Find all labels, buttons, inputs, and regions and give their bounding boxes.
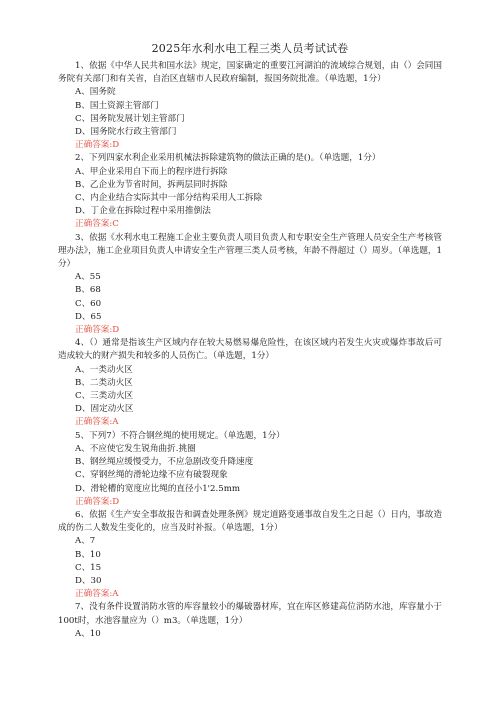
page-title: 2025年水利水电工程三类人员考试试卷	[151, 42, 349, 55]
answer-option: A、甲企业采用自下而上的程序进行拆除	[75, 166, 228, 177]
correct-answer: 正确答案:D	[75, 325, 120, 336]
option-list	[58, 443, 442, 496]
answer-option: C、穿钢丝绳的滑轮边缘不应有破裂现象	[75, 470, 228, 481]
answer-option: A、国务院	[75, 87, 116, 98]
question-item	[58, 601, 442, 641]
correct-answer: 正确答案:C	[75, 219, 119, 230]
question-stem: 2、下列四家水利企业采用机械法拆除建筑物的做法正确的是()。（单选题，1分）	[75, 153, 381, 164]
answer-option: D、国务院水行政主管部门	[75, 127, 177, 138]
answer-option: C、15	[75, 562, 102, 573]
question-item	[58, 430, 442, 509]
question-item	[58, 60, 442, 152]
question-stem: 4、（）通常是指该生产区域内存在较大易燃易爆危险性，在该区域内若发生火灾或爆炸事故后可造成较大的财产损失和较多的人员伤亡。（单选题，1分）	[58, 338, 442, 362]
question-item	[58, 152, 442, 231]
answer-option: A、不应使它发生锐角曲折.挑圈	[75, 443, 196, 454]
answer-option: C、三类动火区	[75, 391, 134, 402]
question-item	[58, 232, 442, 338]
answer-option: B、二类动火区	[75, 377, 133, 388]
answer-option: C、内企业结合实际其中一部分结构采用人工拆除	[75, 193, 263, 204]
question-stem: 5、下列7）不符合钢丝绳的使用规定。（单选题，1分）	[75, 430, 285, 441]
answer-option: D、固定动火区	[75, 404, 134, 415]
answer-option: C、国务院发展计划主管部门	[75, 113, 185, 124]
answer-option: B、钢丝绳应缓慢受力，不应急剧改变升降速度	[75, 457, 254, 468]
question-item	[58, 337, 442, 429]
question-stem: 3、依据《水利水电工程施工企业主要负责人项目负责人和专职安全生产管理人员安全生产考核管理办法》，施工企业项目负责人申请安全生产管理三类人员考核，年龄不得超过（）周岁。（单选题，1分）	[58, 232, 442, 270]
question-stem: 6、依据《生产安全事故报告和调查处理条例》规定道路变通事故自发生之日起（）日内，事故造成的伤二人数发生变化的，应当及时补报。（单选题，1分）	[58, 509, 442, 534]
answer-option: A、7	[75, 536, 96, 547]
answer-option: D、丁企业在拆除过程中采用推倒法	[75, 206, 211, 217]
option-list	[58, 628, 442, 641]
answer-option: B、乙企业为节省时间，拆两层同时拆除	[75, 179, 228, 190]
correct-answer: 正确答案:A	[75, 589, 119, 600]
option-list	[58, 166, 442, 219]
question-list	[58, 60, 442, 641]
answer-option: D、30	[75, 575, 102, 586]
option-list	[58, 86, 442, 139]
answer-option: B、68	[75, 285, 101, 296]
answer-option: B、10	[75, 549, 101, 560]
option-list	[58, 271, 442, 324]
answer-option: C、60	[75, 298, 102, 309]
answer-option: A、10	[75, 628, 101, 639]
answer-option: A、55	[75, 272, 101, 283]
question-stem: 1、依据《中华人民共和国水法》规定，国家确定的重要江河湖泊的流域综合规划，由（）会同国务院有关部门和有关省，自治区直辖市人民政府编制，报国务院批准。（单选题，1分）	[58, 61, 442, 85]
answer-option: B、国土资源主管部门	[75, 100, 159, 111]
answer-option: D、滑轮槽的宽度应比绳的直径小1'2.5mm	[75, 483, 240, 494]
option-list	[58, 364, 442, 417]
correct-answer: 正确答案:D	[75, 140, 120, 151]
question-item	[58, 509, 442, 601]
option-list	[58, 535, 442, 588]
correct-answer: 正确答案:D	[75, 496, 120, 507]
answer-option: D、65	[75, 311, 102, 322]
answer-option: A、一类动火区	[75, 364, 133, 375]
correct-answer: 正确答案:A	[75, 417, 119, 428]
question-stem: 7、没有条件设置消防水管的库容量较小的爆破器材库，宜在库区修建高位消防水池，库容量小于100t时，水池容量应为（）m3。（单选题，1分）	[58, 602, 442, 626]
